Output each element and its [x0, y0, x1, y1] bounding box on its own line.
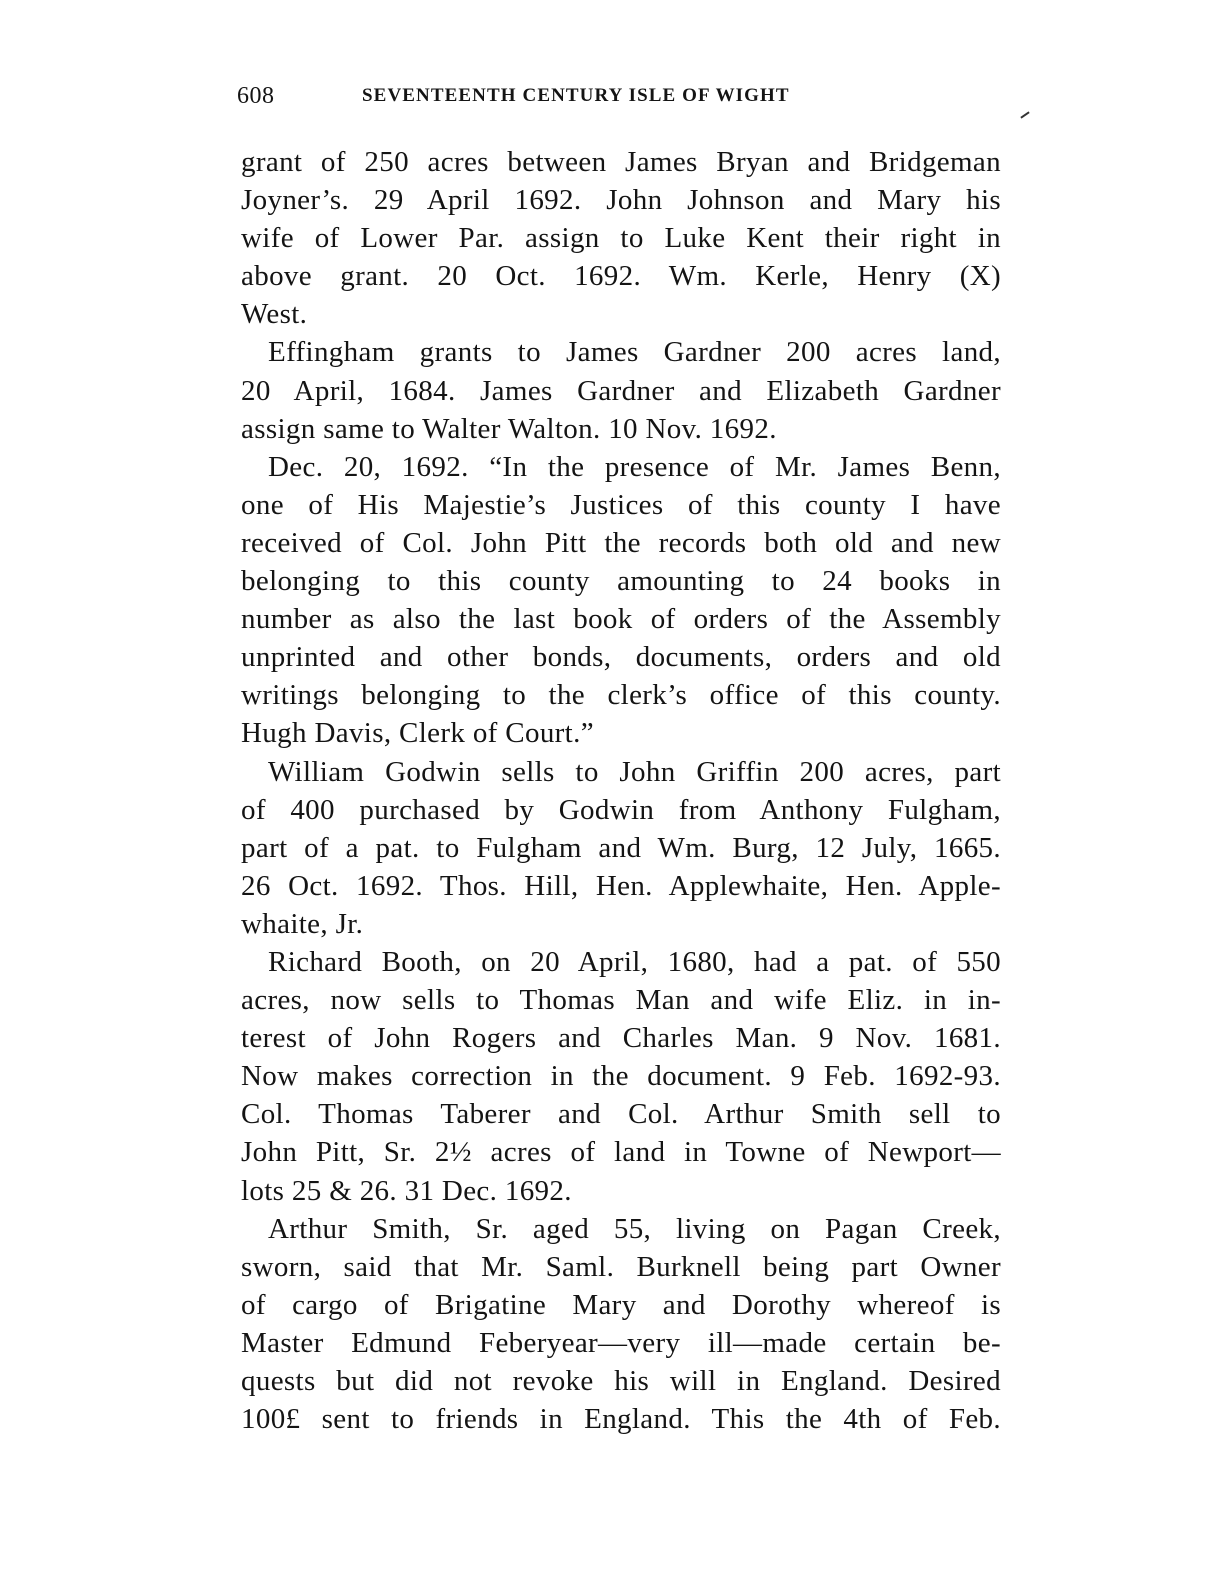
text-line: number as also the last book of orders of the Assembly — [241, 603, 1001, 636]
text-line: Richard Booth, on 20 April, 1680, had a pat. of 550 — [268, 945, 1001, 978]
stray-pen-mark — [1020, 111, 1029, 118]
text-line: unprinted and other bonds, documents, orders and old — [241, 641, 1001, 674]
running-head — [237, 80, 997, 112]
running-title: SEVENTEENTH CENTURY ISLE OF WIGHT — [362, 85, 790, 106]
text-line: assign same to Walter Walton. 10 Nov. 1692. — [241, 412, 777, 445]
paragraph-grant-bryan-joyner — [241, 143, 1001, 333]
text-line: Hugh Davis, Clerk of Court.” — [241, 717, 594, 750]
paragraph-booth-man — [241, 943, 1001, 1210]
text-line: Arthur Smith, Sr. aged 55, living on Pagan Creek, — [268, 1212, 1001, 1245]
text-line: one of His Majestie’s Justices of this county I have — [241, 488, 1001, 521]
text-line: of cargo of Brigatine Mary and Dorothy whereof is — [241, 1288, 1001, 1321]
text-line: Joyner’s. 29 April 1692. John Johnson and Mary his — [241, 184, 1001, 217]
text-line: sworn, said that Mr. Saml. Burknell being part Owner — [241, 1250, 1001, 1283]
text-line: quests but did not revoke his will in England. Desired — [241, 1365, 1001, 1397]
text-line: terest of John Rogers and Charles Man. 9 Nov. 1681. — [241, 1022, 1001, 1055]
text-line: Now makes correction in the document. 9 Feb. 1692-93. — [241, 1060, 1001, 1093]
paragraph-godwin-griffin — [241, 753, 1001, 943]
text-line: West. — [241, 298, 308, 331]
text-line: Dec. 20, 1692. “In the presence of Mr. James Benn, — [268, 450, 1001, 483]
page-number: 608 — [237, 83, 275, 109]
text-line: writings belonging to the clerk’s office of this county. — [241, 679, 1001, 712]
text-line: Effingham grants to James Gardner 200 acres land, — [268, 336, 1001, 369]
text-line: of 400 purchased by Godwin from Anthony Fulgham, — [241, 793, 1001, 826]
text-line: whaite, Jr. — [241, 907, 364, 940]
paragraph-smith-deposition — [241, 1210, 1001, 1439]
text-line: Master Edmund Feberyear—very ill—made certain be- — [241, 1326, 1001, 1359]
text-line: John Pitt, Sr. 2½ acres of land in Towne of Newport— — [241, 1136, 1001, 1169]
text-line: wife of Lower Par. assign to Luke Kent their right in — [241, 222, 1001, 255]
text-line: acres, now sells to Thomas Man and wife Eliz. in in- — [241, 984, 1001, 1017]
text-line: 100£ sent to friends in England. This the 4th of Feb. — [241, 1403, 1001, 1436]
paragraph-effingham-gardner — [241, 333, 1001, 447]
text-line: 20 April, 1684. James Gardner and Elizabeth Gardner — [241, 374, 1001, 407]
text-line: above grant. 20 Oct. 1692. Wm. Kerle, Henry (X) — [241, 260, 1001, 293]
text-line: received of Col. John Pitt the records both old and new — [241, 526, 1001, 559]
text-line: Col. Thomas Taberer and Col. Arthur Smith sell to — [241, 1098, 1001, 1131]
text-line: grant of 250 acres between James Bryan and Bridgeman — [241, 146, 1001, 178]
paragraph-records-receipt — [241, 448, 1001, 753]
text-line: lots 25 & 26. 31 Dec. 1692. — [241, 1174, 572, 1207]
body-text — [241, 143, 1001, 1438]
text-line: belonging to this county amounting to 24 books in — [241, 565, 1001, 598]
text-line: William Godwin sells to John Griffin 200 acres, part — [268, 755, 1001, 788]
text-line: part of a pat. to Fulgham and Wm. Burg, 12 July, 1665. — [241, 831, 1001, 864]
text-line: 26 Oct. 1692. Thos. Hill, Hen. Applewhaite, Hen. Apple- — [241, 869, 1001, 902]
